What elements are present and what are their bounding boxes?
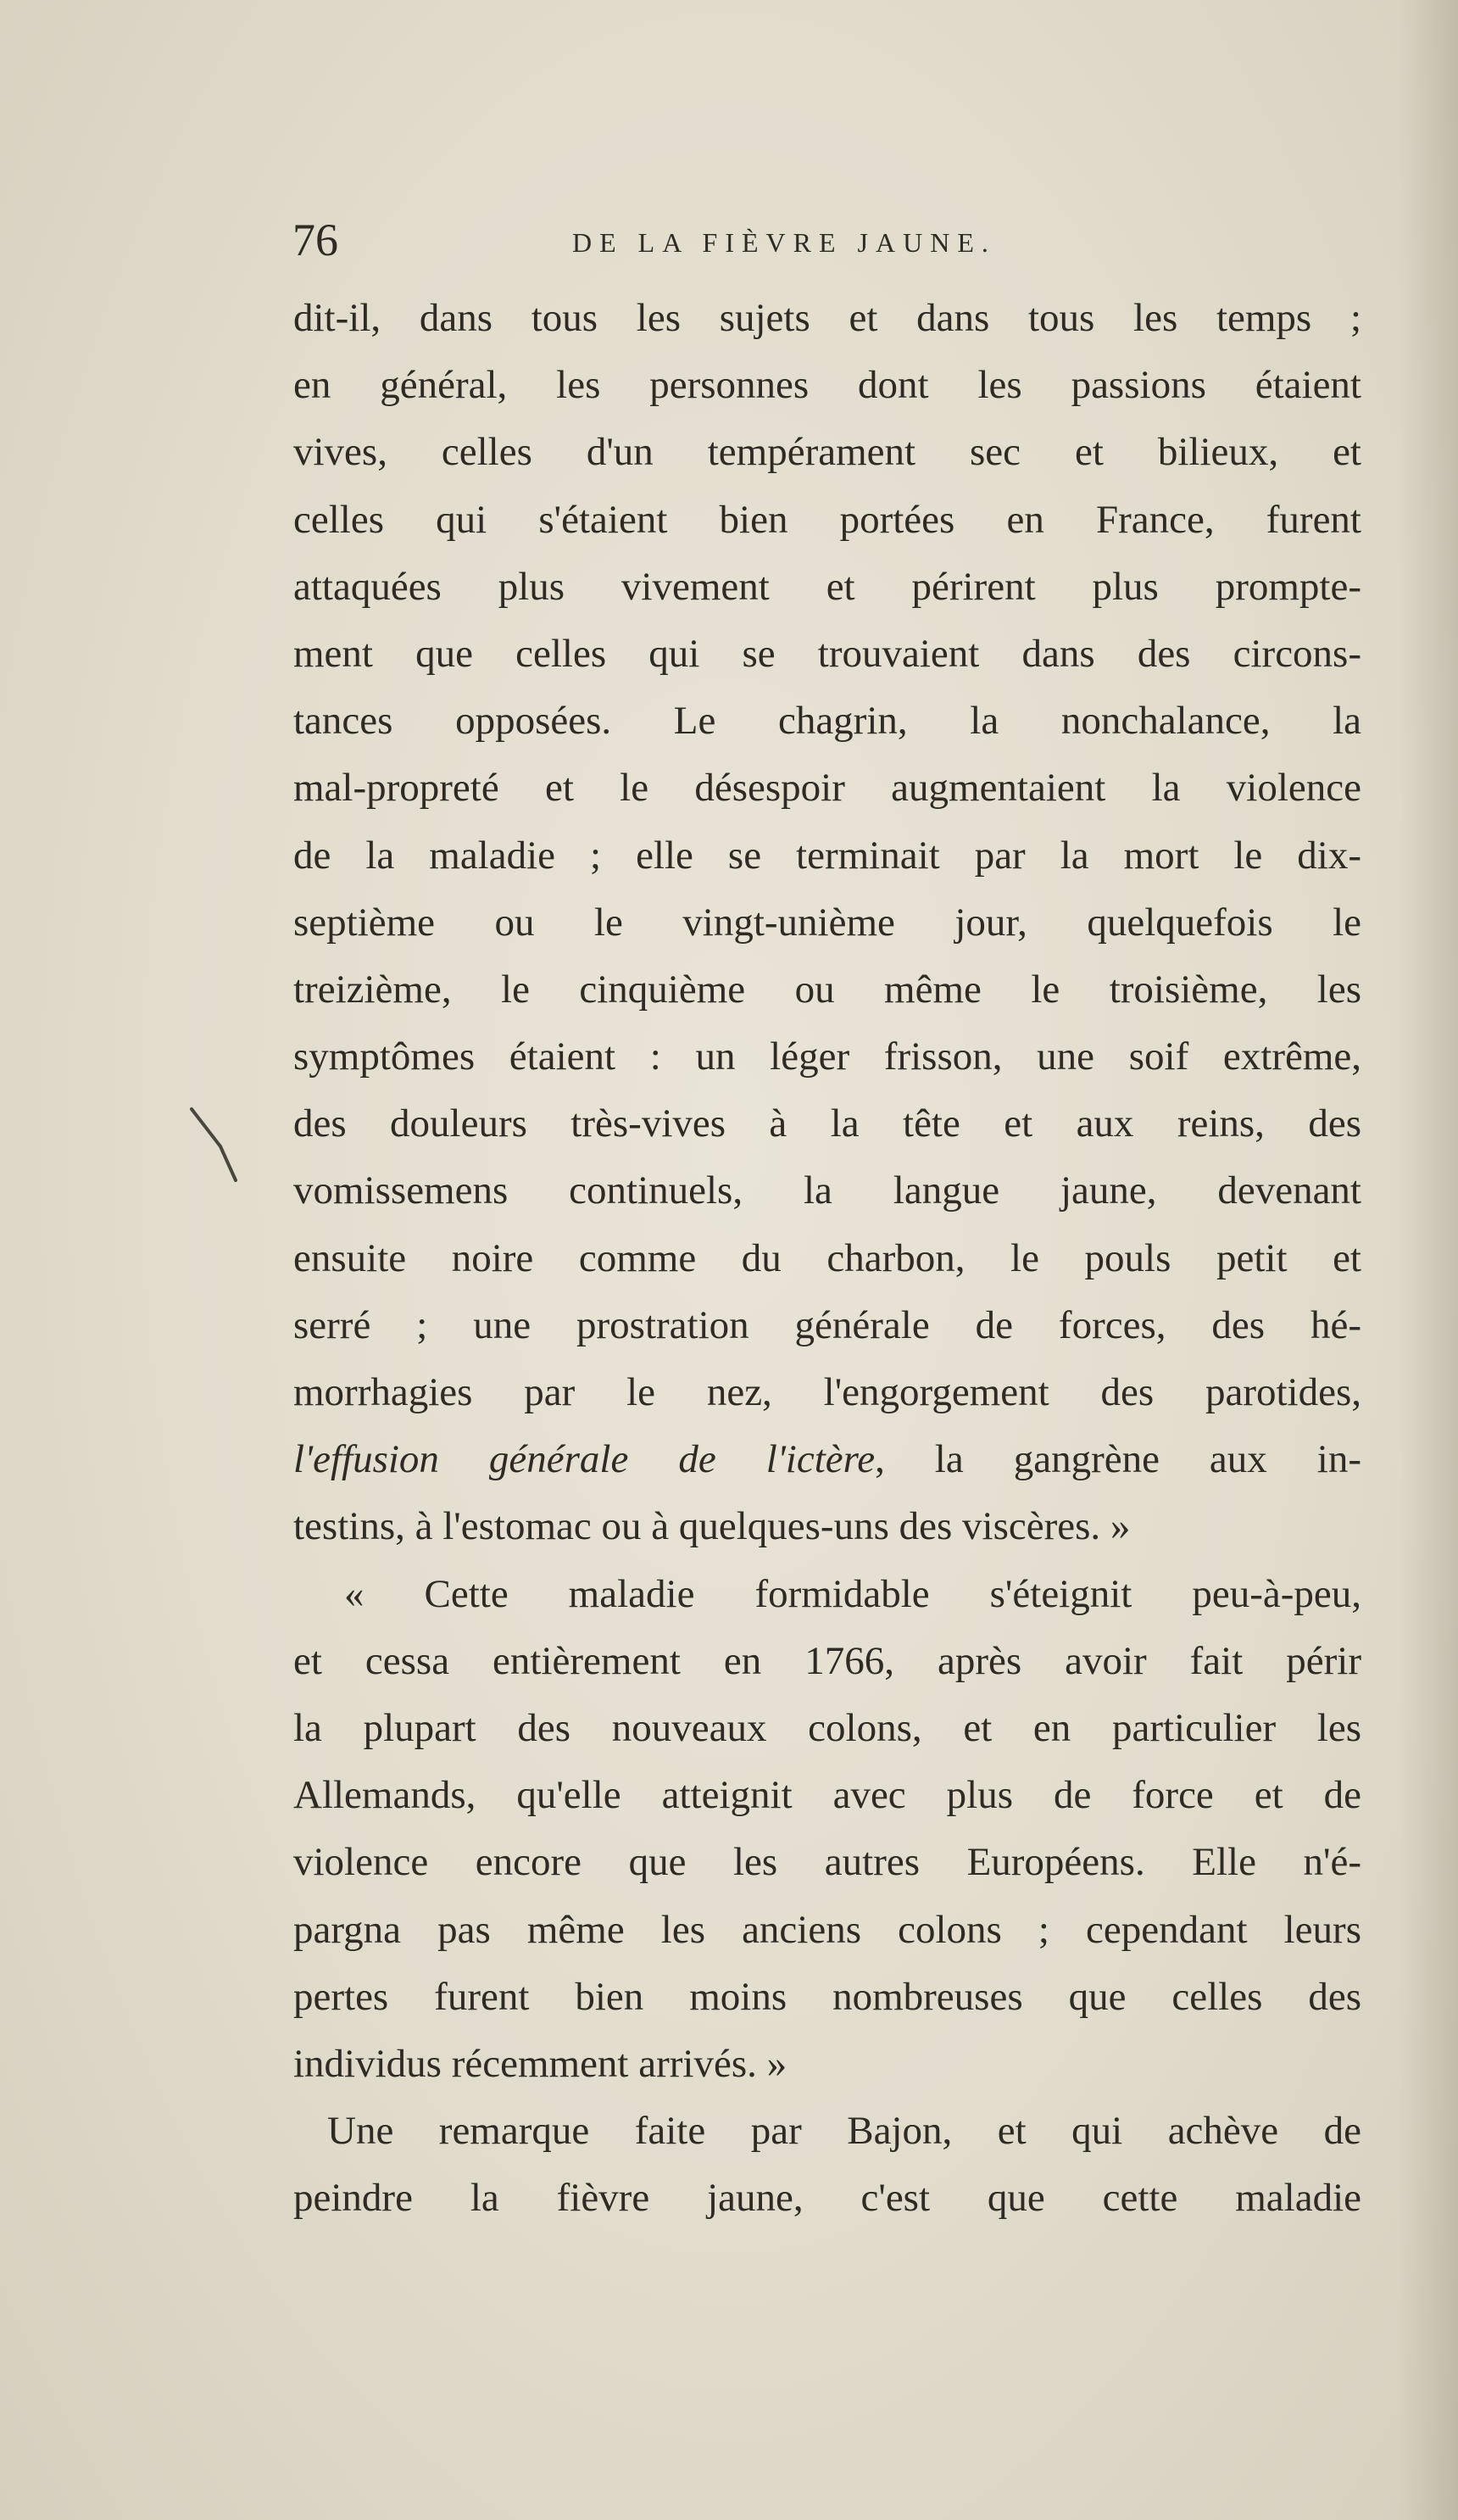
text-line: dit-il, dans tous les sujets et dans tous les temps ; xyxy=(293,296,1361,340)
text-line: en général, les personnes dont les passions étaient xyxy=(293,363,1361,408)
text-line: violence encore que les autres Européens. Elle n'é- xyxy=(293,1840,1361,1885)
text-line: testins, à l'estomac ou à quelques-uns des viscères. » xyxy=(293,1504,1131,1549)
text-line: morrhagies par le nez, l'engorgement des parotides, xyxy=(293,1370,1361,1414)
page-gutter-shadow xyxy=(1399,0,1458,2520)
text-line: la plupart des nouveaux colons, et en particulier les xyxy=(293,1705,1361,1750)
text-line: des douleurs très-vives à la tête et aux reins, des xyxy=(293,1101,1361,1146)
text-line: peindre la fièvre jaune, c'est que cette maladie xyxy=(293,2176,1361,2221)
text-line: de la maladie ; elle se terminait par la mort le dix- xyxy=(293,833,1361,878)
text-line: ment que celles qui se trouvaient dans des circons- xyxy=(293,631,1361,676)
running-head xyxy=(292,210,1140,270)
text-line: celles qui s'étaient bien portées en France, furent xyxy=(293,497,1361,542)
text-line: symptômes étaient : un léger frisson, une soif extrême, xyxy=(293,1034,1361,1079)
text-line: Allemands, qu'elle atteignit avec plus de force et de xyxy=(293,1773,1361,1818)
text-line: attaquées plus vivement et périrent plus prompte- xyxy=(293,564,1361,609)
text-fragment: , la gangrène aux in- xyxy=(875,1437,1361,1482)
page-number: 76 xyxy=(292,215,338,265)
running-title: DE LA FIÈVRE JAUNE. xyxy=(572,227,996,258)
pencil-margin-mark xyxy=(186,1102,246,1187)
text-line: treizième, le cinquième ou même le troisième, les xyxy=(293,967,1361,1012)
body-text xyxy=(293,285,1361,2232)
text-line: « Cette maladie formidable s'éteignit peu-à-peu, xyxy=(344,1571,1361,1616)
text-line-with-italic xyxy=(293,1426,1361,1493)
text-line: vives, celles d'un tempérament sec et bilieux, et xyxy=(293,430,1361,475)
italic-phrase: l'effusion générale de l'ictère xyxy=(293,1437,876,1482)
text-line: pargna pas même les anciens colons ; cependant leurs xyxy=(293,1907,1361,1952)
text-line: et cessa entièrement en 1766, après avoir fait périr xyxy=(293,1638,1361,1683)
text-line: individus récemment arrivés. » xyxy=(293,2041,787,2086)
text-line: ensuite noire comme du charbon, le pouls petit et xyxy=(293,1235,1361,1280)
text-line: pertes furent bien moins nombreuses que celles des xyxy=(293,1974,1361,2019)
text-line: Une remarque faite par Bajon, et qui achève de xyxy=(327,2109,1361,2154)
text-line: tances opposées. Le chagrin, la nonchalance, la xyxy=(293,699,1361,744)
text-line: septième ou le vingt-unième jour, quelquefois le xyxy=(293,900,1361,945)
text-line: serré ; une prostration générale de forces, des hé- xyxy=(293,1302,1361,1347)
text-line: vomissemens continuels, la langue jaune, devenant xyxy=(293,1168,1361,1213)
text-line: mal-propreté et le désespoir augmentaient la violence xyxy=(293,766,1361,811)
